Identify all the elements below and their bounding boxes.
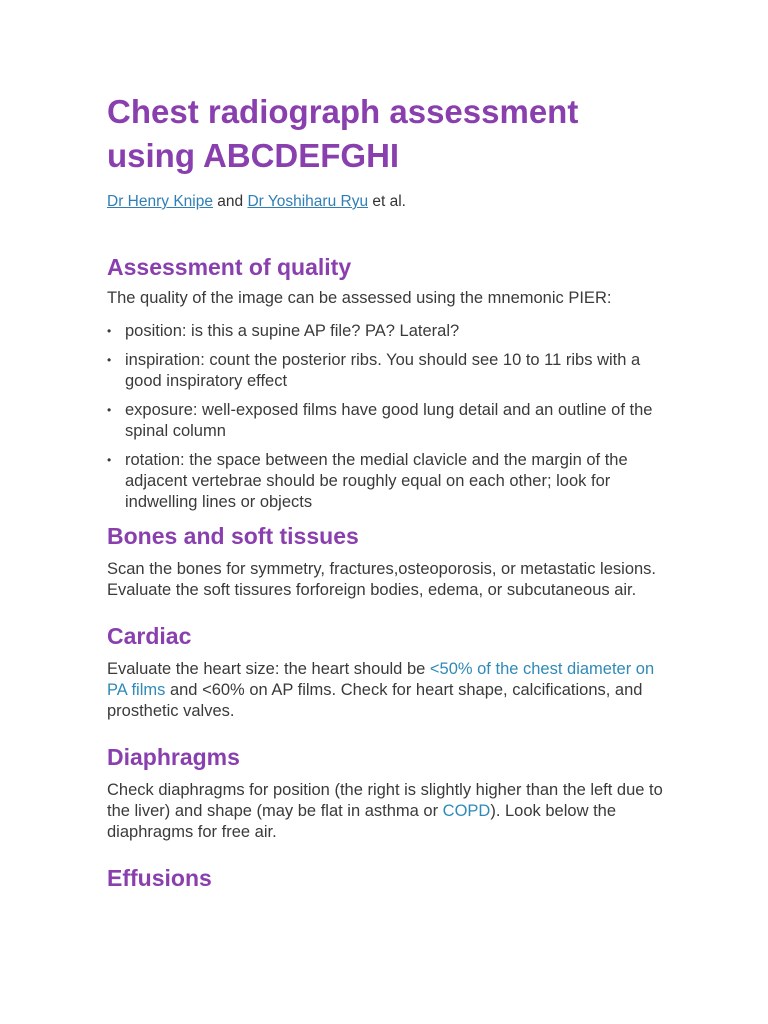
list-item — [107, 450, 667, 513]
pier-list — [107, 321, 667, 513]
bullet-icon: • — [107, 403, 112, 417]
bullet-icon: • — [107, 324, 112, 338]
cardiac-text-after: and <60% on AP films. Check for heart shape, calcifications, and prosthetic valves. — [107, 681, 643, 720]
section-diaphragms — [107, 742, 667, 843]
list-item-text: inspiration: count the posterior ribs. You should see 10 to 11 ribs with a good inspiratory effect — [125, 351, 641, 390]
author-link-henry-knipe[interactable]: Dr Henry Knipe — [107, 193, 213, 210]
cardiac-text — [107, 659, 667, 722]
section-bones — [107, 521, 667, 601]
list-item-text: rotation: the space between the medial clavicle and the margin of the adjacent vertebrae should be roughly equal on each other; look for indwelling lines or objects — [125, 451, 628, 511]
heading-quality: Assessment of quality — [107, 254, 352, 280]
page-title: Chest radiograph assessment using ABCDEFGHI — [107, 93, 579, 174]
cardiac-heart-size-link[interactable]: <50% of the chest diameter on PA films — [107, 660, 655, 699]
list-item — [107, 400, 667, 442]
heading-effusions: Effusions — [107, 865, 212, 891]
heading-diaphragms: Diaphragms — [107, 744, 240, 770]
author-suffix: et al. — [368, 193, 406, 210]
diaphragms-text-before: Check diaphragms for position (the right is slightly higher than the left due to the liver) and shape (may be flat in asthma or — [107, 781, 663, 820]
author-link-yoshiharu-ryu[interactable]: Dr Yoshiharu Ryu — [247, 193, 369, 210]
list-item-text: exposure: well-exposed films have good lung detail and an outline of the spinal column — [125, 401, 653, 440]
section-quality — [107, 252, 667, 513]
document-page — [107, 90, 667, 893]
diaphragms-text — [107, 780, 667, 843]
heading-cardiac: Cardiac — [107, 623, 192, 649]
author-line — [107, 192, 667, 212]
diaphragms-text-after: ). Look below the diaphragms for free air. — [107, 802, 617, 841]
list-item — [107, 321, 667, 342]
heading-bones: Bones and soft tissues — [107, 523, 359, 549]
quality-intro: The quality of the image can be assessed using the mnemonic PIER: — [107, 289, 612, 307]
bullet-icon: • — [107, 453, 112, 467]
copd-link[interactable]: COPD — [442, 802, 491, 820]
bones-text: Scan the bones for symmetry, fractures,osteoporosis, or metastatic lesions. Evaluate the soft tissures forforeign bodies, edema, or subcutaneous air. — [107, 560, 657, 599]
section-cardiac — [107, 621, 667, 722]
cardiac-text-before: Evaluate the heart size: the heart should be — [107, 660, 430, 678]
list-item-text: position: is this a supine AP file? PA? Lateral? — [125, 322, 460, 340]
section-effusions — [107, 863, 667, 893]
author-conjunction: and — [212, 193, 248, 210]
bullet-icon: • — [107, 353, 112, 367]
list-item — [107, 350, 667, 392]
